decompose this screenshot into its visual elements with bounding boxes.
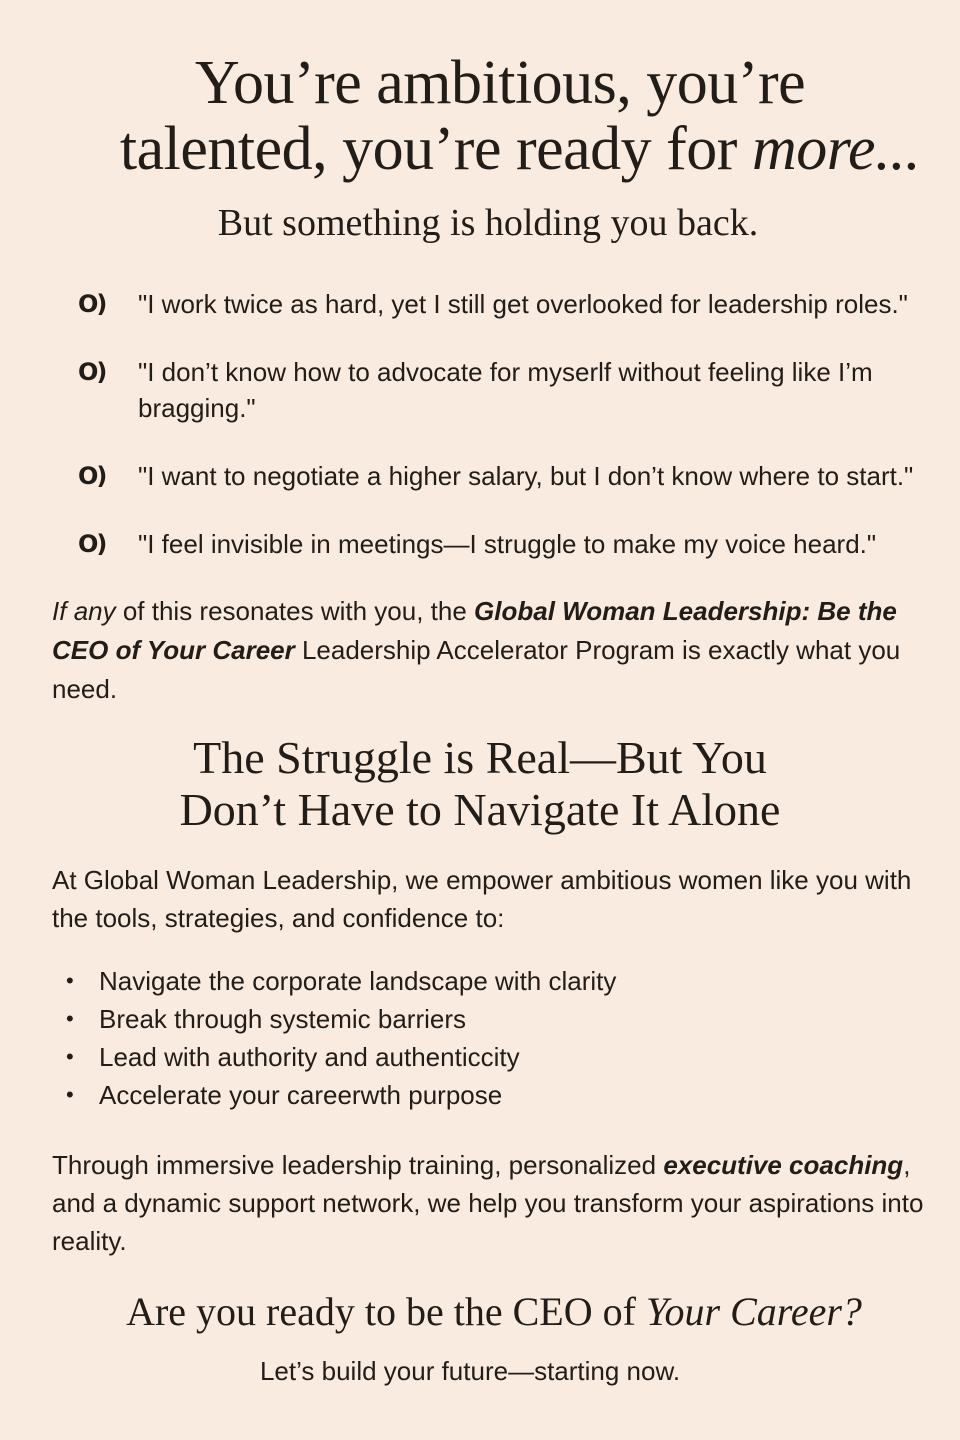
- hero-subtitle: But something is holding you back.: [217, 202, 759, 244]
- benefit-item: [66, 1076, 926, 1114]
- benefit-text: Break through systemic barriers: [99, 1004, 467, 1034]
- hero-title: [60, 50, 940, 182]
- benefit-text: Accelerate your careerwth purpose: [99, 1080, 503, 1110]
- open-quote-circle-icon: O): [78, 358, 106, 386]
- section-title-line-2: Don’t Have to Navigate It Alone: [179, 784, 781, 835]
- empower-paragraph: At Global Woman Leadership, we empower ambitious women like you with the tools, strategies, and confidence to:: [52, 865, 912, 933]
- quote-item: [78, 526, 948, 562]
- intro-tail: Leadership Accelerator Program is exactly what you need.: [52, 635, 901, 704]
- quote-text: "I work twice as hard, yet I still get overlooked for leadership roles.": [138, 289, 908, 319]
- quote-text: "I want to negotiate a higher salary, but I don’t know where to start.": [138, 461, 914, 491]
- hero-title-line-1: You’re ambitious, you’re: [194, 49, 806, 117]
- open-quote-circle-icon: O): [78, 462, 106, 490]
- bullet-icon: •: [66, 1082, 74, 1107]
- hero-title-line-2: [100, 116, 940, 182]
- open-quote-circle-icon: O): [78, 290, 106, 318]
- intro-if: If: [52, 596, 67, 626]
- intro-lead: of this resonates with you, the: [115, 596, 475, 626]
- benefit-item: [66, 1000, 926, 1038]
- intro-any: any: [73, 596, 116, 626]
- quote-text: "I don’t know how to advocate for myserlf without feeling like I’m bragging.": [138, 357, 873, 423]
- program-intro: [52, 592, 932, 709]
- section-title-line-1: The Struggle is Real—But You: [193, 732, 767, 783]
- closing-paragraph: [52, 1146, 932, 1260]
- bullet-icon: •: [66, 1006, 74, 1031]
- closing-lead: Through immersive leadership training, personalized: [52, 1150, 664, 1180]
- quote-item: [78, 458, 948, 494]
- cta-subtitle: Let’s build your future—starting now.: [259, 1356, 681, 1386]
- quote-item: [78, 354, 948, 426]
- quote-text: "I feel invisible in meetings—I struggle to make my voice heard.": [138, 529, 877, 559]
- bullet-icon: •: [66, 1044, 74, 1069]
- program-name: Global Woman Leadership: Be the CEO of Your Career: [52, 596, 897, 665]
- closing-emphasis: executive coaching: [663, 1150, 904, 1180]
- benefit-text: Lead with authority and authenticcity: [99, 1042, 520, 1072]
- pain-point-quotes: [78, 286, 948, 562]
- closing-tail: , and a dynamic support network, we help you transform your aspirations into reality.: [52, 1150, 924, 1256]
- quote-item: [78, 286, 948, 322]
- cta-title-text: Are you ready to be the CEO of: [126, 1289, 646, 1334]
- benefits-list: [66, 962, 926, 1114]
- cta-title-emphasis: Your Career?: [645, 1289, 862, 1334]
- benefit-text: Navigate the corporate landscape with clarity: [99, 966, 617, 996]
- bullet-icon: •: [66, 968, 74, 993]
- cta-title: [0, 1286, 960, 1338]
- section-title: [80, 732, 880, 836]
- benefit-item: [66, 1038, 926, 1076]
- open-quote-circle-icon: O): [78, 530, 106, 558]
- benefit-item: [66, 962, 926, 1000]
- hero-title-emphasis: more...: [751, 115, 921, 183]
- hero-title-line-2-text: talented, you’re ready for: [119, 115, 752, 183]
